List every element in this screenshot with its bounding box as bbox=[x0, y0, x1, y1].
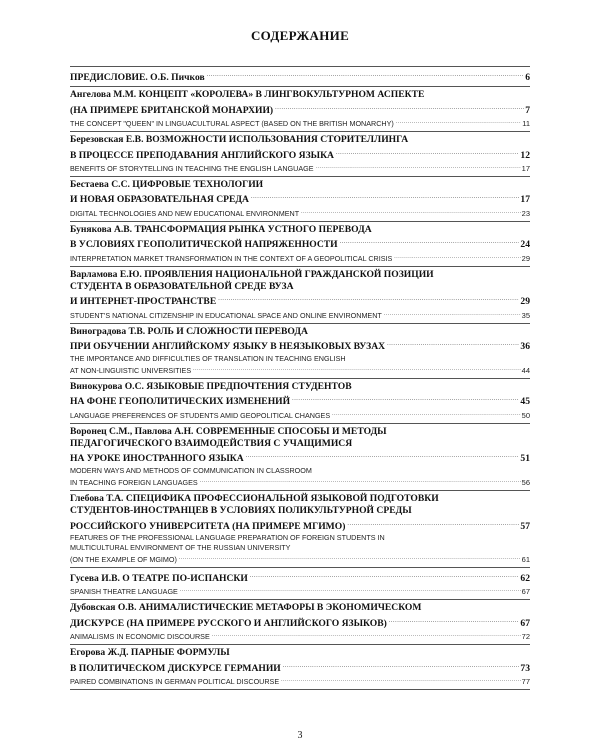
toc-entry-english-row bbox=[70, 476, 530, 488]
toc-entry-title: РОССИЙСКОГО УНИВЕРСИТЕТА (НА ПРИМЕРЕ МГИМО) bbox=[70, 520, 346, 532]
toc-entry-english-title: THE CONCEPT "QUEEN" IN LINGUACULTURAL ASPECT (BASED ON THE BRITISH MONARCHY) bbox=[70, 119, 394, 129]
toc-entry-english-row bbox=[70, 207, 530, 219]
toc-entry bbox=[70, 177, 530, 222]
toc-entry-title: И НОВАЯ ОБРАЗОВАТЕЛЬНАЯ СРЕДА bbox=[70, 194, 249, 206]
toc-entry-title-row bbox=[70, 147, 530, 162]
toc-entry-english-title: LANGUAGE PREFERENCES OF STUDENTS AMID GEOPOLITICAL CHANGES bbox=[70, 410, 331, 420]
toc-entry-english-title: AT NON-LINGUISTIC UNIVERSITIES bbox=[70, 365, 192, 375]
toc-entry-page: 24 bbox=[520, 239, 530, 251]
toc-entry-title-line: СТУДЕНТА В ОБРАЗОВАТЕЛЬНОЙ СРЕДЕ ВУЗА bbox=[70, 281, 294, 293]
dot-leader bbox=[246, 450, 520, 462]
dot-leader bbox=[389, 615, 520, 627]
dot-leader bbox=[340, 236, 520, 248]
toc-entry-title-row bbox=[70, 518, 530, 533]
toc-entry-english-page: 67 bbox=[521, 587, 530, 597]
toc-entry bbox=[70, 87, 530, 132]
dot-leader bbox=[384, 309, 521, 319]
toc-entry bbox=[70, 267, 530, 324]
toc-entry-page: 36 bbox=[520, 341, 530, 353]
toc-entry bbox=[70, 66, 530, 87]
toc-entry-title: ПРЕДИСЛОВИЕ. О.Б. Пичков bbox=[70, 72, 205, 83]
toc-entry-title-line: Егорова Ж.Д. ПАРНЫЕ ФОРМУЛЫ bbox=[70, 647, 230, 659]
dot-leader bbox=[396, 117, 521, 127]
toc-entry-title-line: Бунякова А.В. ТРАНСФОРМАЦИЯ РЫНКА УСТНОГО ПЕРЕВОДА bbox=[70, 223, 372, 235]
toc-entry bbox=[70, 379, 530, 424]
toc-entry-english-title: IN TEACHING FOREIGN LANGUAGES bbox=[70, 477, 198, 487]
toc-entry-english-title: DIGITAL TECHNOLOGIES AND NEW EDUCATIONAL ENVIRONMENT bbox=[70, 208, 300, 218]
toc-entry-page: 62 bbox=[520, 572, 530, 584]
toc-entry-title-line: Березовская Е.В. ВОЗМОЖНОСТИ ИСПОЛЬЗОВАНИЯ СТОРИТЕЛЛИНГА bbox=[70, 134, 409, 146]
toc-entry-english-row bbox=[70, 675, 530, 687]
toc-entry-title-line: Бестаева С.С. ЦИФРОВЫЕ ТЕХНОЛОГИИ bbox=[70, 179, 264, 191]
toc-entry-english-page: 11 bbox=[522, 119, 530, 129]
dot-leader bbox=[336, 147, 519, 159]
toc-entry-page: 17 bbox=[520, 194, 530, 206]
dot-leader bbox=[275, 102, 524, 114]
toc-entry-title-row bbox=[70, 293, 530, 308]
toc-entry-english-page: 17 bbox=[521, 164, 530, 174]
dot-leader bbox=[347, 518, 519, 530]
toc-entry-english-row bbox=[70, 117, 530, 129]
toc-entry-title: В ПОЛИТИЧЕСКОМ ДИСКУРСЕ ГЕРМАНИИ bbox=[70, 662, 281, 674]
toc-entry-english-text: THE IMPORTANCE AND DIFFICULTIES OF TRANSLATION IN TEACHING ENGLISH bbox=[70, 353, 346, 363]
toc-entry-title: (НА ПРИМЕРЕ БРИТАНСКОЙ МОНАРХИИ) bbox=[70, 104, 274, 116]
toc-entry-english-row bbox=[70, 252, 530, 264]
toc-entry-title-line: Дубовская О.В. АНИМАЛИСТИЧЕСКИЕ МЕТАФОРЫ В ЭКОНОМИЧЕСКОМ bbox=[70, 602, 422, 614]
toc-entry-title-row bbox=[70, 236, 530, 251]
toc-entry-page: 57 bbox=[520, 520, 530, 532]
toc-entry-page: 73 bbox=[520, 662, 530, 674]
toc-entry bbox=[70, 491, 530, 568]
dot-leader bbox=[251, 191, 519, 203]
toc-entry-english-row bbox=[70, 630, 530, 642]
toc-entry-english-page: 50 bbox=[521, 410, 530, 420]
toc-entry-english-row bbox=[70, 162, 530, 174]
toc-entry-title-row bbox=[70, 69, 530, 84]
toc-entry-english-title: INTERPRETATION MARKET TRANSFORMATION IN THE CONTEXT OF A GEOPOLITICAL CRISIS bbox=[70, 253, 393, 263]
toc-entry-page: 29 bbox=[520, 296, 530, 308]
toc-entry-title-row bbox=[70, 615, 530, 630]
toc-entry bbox=[70, 222, 530, 267]
toc-entry-title: НА ФОНЕ ГЕОПОЛИТИЧЕСКИХ ИЗМЕНЕНИЙ bbox=[70, 396, 291, 408]
dot-leader bbox=[193, 364, 521, 374]
toc-entry-english-row bbox=[70, 309, 530, 321]
toc-entry-english-text: FEATURES OF THE PROFESSIONAL LANGUAGE PREPARATION OF FOREIGN STUDENTS IN bbox=[70, 532, 385, 542]
toc-entry-title: В ПРОЦЕССЕ ПРЕПОДАВАНИЯ АНГЛИЙСКОГО ЯЗЫКА bbox=[70, 149, 334, 161]
toc-entry bbox=[70, 645, 530, 690]
toc-entry-title-line: ПЕДАГОГИЧЕСКОГО ВЗАИМОДЕЙСТВИЯ С УЧАЩИМИСЯ bbox=[70, 437, 353, 449]
toc-entry-english-row bbox=[70, 585, 530, 597]
toc-entry-title: В УСЛОВИЯХ ГЕОПОЛИТИЧЕСКОЙ НАПРЯЖЕННОСТИ bbox=[70, 239, 338, 251]
toc-entry-page: 12 bbox=[520, 149, 530, 161]
toc-entry bbox=[70, 600, 530, 645]
toc-entry-english-page: 35 bbox=[521, 310, 530, 320]
toc-entry-title-row bbox=[70, 393, 530, 408]
toc-entry-english-line bbox=[70, 466, 530, 476]
dot-leader bbox=[283, 660, 520, 672]
toc-entry-title: И ИНТЕРНЕТ-ПРОСТРАНСТВЕ bbox=[70, 296, 217, 308]
dot-leader bbox=[316, 162, 521, 172]
toc-entry-english-page: 56 bbox=[521, 477, 530, 487]
dot-leader bbox=[207, 69, 525, 81]
toc-entry bbox=[70, 324, 530, 379]
dot-leader bbox=[180, 585, 521, 595]
toc-entry-english-title: PAIRED COMBINATIONS IN GERMAN POLITICAL DISCOURSE bbox=[70, 676, 280, 686]
toc-entry-english-page: 77 bbox=[521, 676, 530, 686]
dot-leader bbox=[332, 409, 521, 419]
dot-leader bbox=[250, 570, 520, 582]
dot-leader bbox=[179, 553, 521, 563]
toc-entry-page: 6 bbox=[525, 72, 530, 83]
dot-leader bbox=[301, 207, 521, 217]
toc-entry-english-page: 44 bbox=[521, 365, 530, 375]
dot-leader bbox=[292, 393, 519, 405]
toc-entry-english-title: ANIMALISMS IN ECONOMIC DISCOURSE bbox=[70, 632, 210, 642]
toc-entry-title: ДИСКУРСЕ (НА ПРИМЕРЕ РУССКОГО И АНГЛИЙСКОГО ЯЗЫКОВ) bbox=[70, 617, 387, 629]
toc-entry-english-title: SPANISH THEATRE LANGUAGE bbox=[70, 587, 178, 597]
toc-entry-english-line bbox=[70, 543, 530, 553]
toc-entry-english-page: 23 bbox=[521, 208, 530, 218]
toc-entry bbox=[70, 424, 530, 491]
toc-entry-title-line: Виноградова Т.В. РОЛЬ И СЛОЖНОСТИ ПЕРЕВОДА bbox=[70, 325, 308, 337]
dot-leader bbox=[387, 338, 519, 350]
table-of-contents bbox=[70, 66, 530, 690]
toc-entry-page: 51 bbox=[520, 453, 530, 465]
toc-entry-english-title: STUDENT'S NATIONAL CITIZENSHIP IN EDUCATIONAL SPACE AND ONLINE ENVIRONMENT bbox=[70, 310, 382, 320]
toc-entry-title-line: Глебова Т.А. СПЕЦИФИКА ПРОФЕССИОНАЛЬНОЙ ЯЗЫКОВОЙ ПОДГОТОВКИ bbox=[70, 492, 439, 504]
page-number: 3 bbox=[297, 730, 303, 741]
toc-entry-english-row bbox=[70, 553, 530, 565]
toc-entry-title-row bbox=[70, 191, 530, 206]
toc-entry bbox=[70, 132, 530, 177]
toc-entry-title-line: Винокурова О.С. ЯЗЫКОВЫЕ ПРЕДПОЧТЕНИЯ СТУДЕНТОВ bbox=[70, 380, 352, 392]
dot-leader bbox=[218, 293, 519, 305]
toc-entry-page: 7 bbox=[525, 104, 530, 116]
toc-entry-english-text: MULTICULTURAL ENVIRONMENT OF THE RUSSIAN UNIVERSITY bbox=[70, 542, 291, 552]
toc-entry-page: 45 bbox=[520, 396, 530, 408]
toc-entry-title: ПРИ ОБУЧЕНИИ АНГЛИЙСКОМУ ЯЗЫКУ В НЕЯЗЫКОВЫХ ВУЗАХ bbox=[70, 341, 386, 353]
toc-entry-title: НА УРОКЕ ИНОСТРАННОГО ЯЗЫКА bbox=[70, 453, 244, 465]
toc-entry-title: Гусева И.В. О ТЕАТРЕ ПО-ИСПАНСКИ bbox=[70, 572, 248, 584]
toc-entry-title-line: СТУДЕНТОВ-ИНОСТРАНЦЕВ В УСЛОВИЯХ ПОЛИКУЛЬТУРНОЙ СРЕДЫ bbox=[70, 505, 412, 517]
toc-entry-english-text: MODERN WAYS AND METHODS OF COMMUNICATION IN CLASSROOM bbox=[70, 465, 312, 475]
toc-entry-title-row bbox=[70, 102, 530, 117]
toc-entry-english-line bbox=[70, 354, 530, 364]
toc-entry-page: 67 bbox=[520, 617, 530, 629]
toc-entry-english-row bbox=[70, 364, 530, 376]
dot-leader bbox=[212, 630, 521, 640]
dot-leader bbox=[281, 675, 521, 685]
toc-entry-english-page: 29 bbox=[521, 253, 530, 263]
page-title: СОДЕРЖАНИЕ bbox=[250, 28, 350, 43]
toc-entry-english-page: 72 bbox=[521, 632, 530, 642]
toc-entry-title-row bbox=[70, 338, 530, 353]
toc-entry-english-row bbox=[70, 409, 530, 421]
toc-entry-title-row bbox=[70, 570, 530, 585]
toc-entry bbox=[70, 568, 530, 600]
toc-entry-english-title: (ON THE EXAMPLE OF MGIMO) bbox=[70, 554, 177, 564]
toc-entry-title-row bbox=[70, 450, 530, 465]
toc-entry-english-line bbox=[70, 533, 530, 543]
toc-entry-title-line: Воронец С.М., Павлова А.Н. СОВРЕМЕННЫЕ СПОСОБЫ И МЕТОДЫ bbox=[70, 425, 387, 437]
toc-entry-english-title: BENEFITS OF STORYTELLING IN TEACHING THE ENGLISH LANGUAGE bbox=[70, 164, 314, 174]
dot-leader bbox=[200, 476, 521, 486]
toc-entry-title-line: Ангелова М.М. КОНЦЕПТ «КОРОЛЕВА» В ЛИНГВОКУЛЬТУРНОМ АСПЕКТЕ bbox=[70, 89, 425, 101]
toc-entry-title-line: Варламова Е.Ю. ПРОЯВЛЕНИЯ НАЦИОНАЛЬНОЙ ГРАЖДАНСКОЙ ПОЗИЦИИ bbox=[70, 268, 434, 280]
toc-entry-english-page: 61 bbox=[521, 554, 530, 564]
toc-entry-title-row bbox=[70, 660, 530, 675]
dot-leader bbox=[394, 252, 520, 262]
